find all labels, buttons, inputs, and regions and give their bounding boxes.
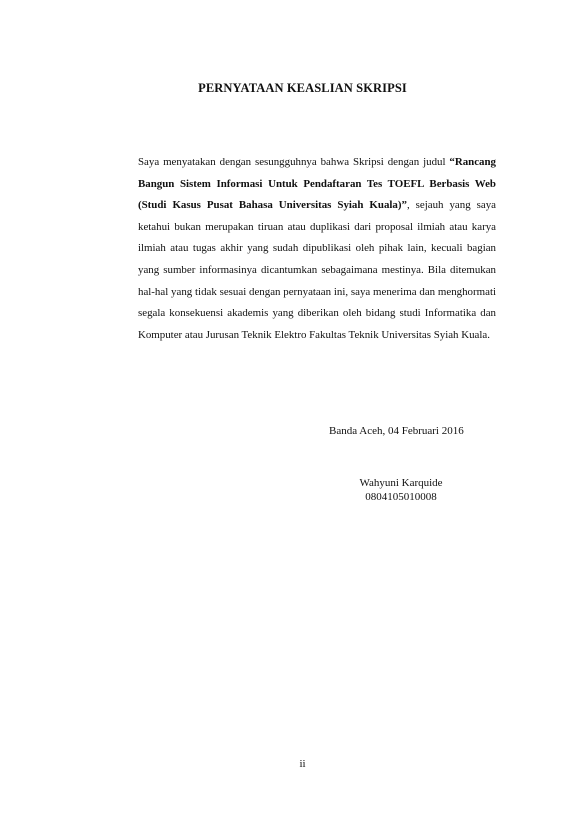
- signature-block: [353, 477, 449, 504]
- document-title: PERNYATAAN KEASLIAN SKRIPSI: [198, 81, 407, 95]
- statement-text-body: , sejauh yang saya ketahui bukan merupakan tiruan atau duplikasi dari proposal ilmiah atau karya ilmiah atau tugas akhir yang sudah dipublikasi oleh pihak lain, kecuali bagian yang sumber informasinya dicantumkan sebagaimana mestinya. Bila ditemukan hal-hal yang tidak sesuai dengan pernyataan ini, saya menerima dan menghormati segala konsekuensi akademis yang diberikan oleh bidang studi Informatika dan Komputer atau Jurusan Teknik Elektro Fakultas Teknik Universitas Syiah Kuala.: [138, 199, 496, 341]
- place-and-date: Banda Aceh, 04 Februari 2016: [329, 425, 464, 437]
- signer-name: Wahyuni Karquide: [359, 477, 443, 489]
- thesis-title: “Rancang Bangun Sistem Informasi Untuk Pendaftaran Tes TOEFL Berbasis Web (Studi Kasus Pusat Bahasa Universitas Syiah Kuala)”: [138, 156, 496, 212]
- statement-paragraph: [138, 152, 496, 346]
- statement-text-intro: Saya menyatakan dengan sesungguhnya bahwa Skripsi dengan judul: [138, 156, 450, 168]
- student-id: 0804105010008: [365, 490, 437, 503]
- page-number: ii: [299, 758, 306, 770]
